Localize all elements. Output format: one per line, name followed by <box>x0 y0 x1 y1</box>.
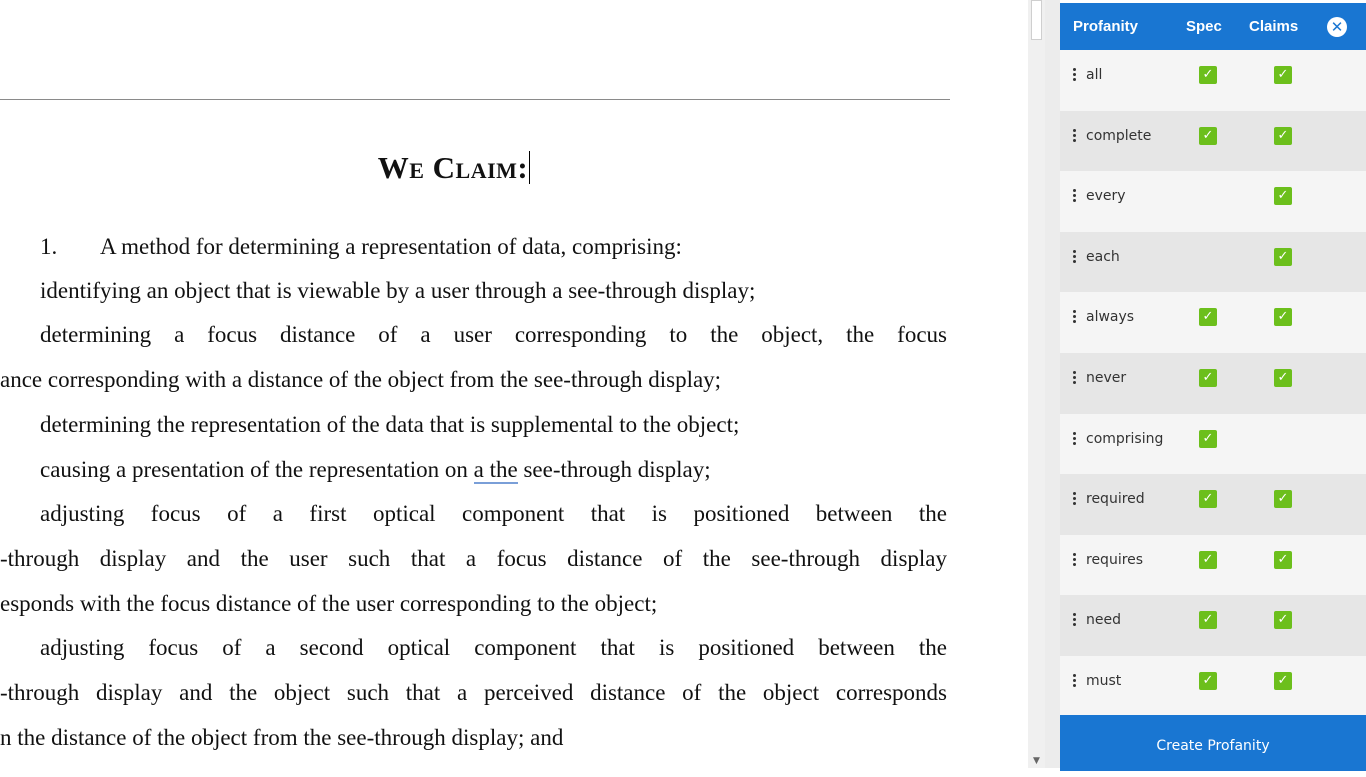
profanity-panel <box>1060 3 1366 768</box>
profanity-word: must <box>1086 672 1122 689</box>
profanity-word: requires <box>1086 551 1144 568</box>
column-header-claims: Claims <box>1249 18 1299 35</box>
drag-handle-icon[interactable] <box>1073 674 1077 689</box>
claim-line: -through display and the object such that a perceived distance of the object corresponds <box>0 680 947 705</box>
claims-checkbox[interactable]: ✓ <box>1274 308 1292 326</box>
grammar-flag[interactable]: a the <box>473 457 518 482</box>
drag-handle-icon[interactable] <box>1073 129 1077 144</box>
claim-line: ance corresponding with a distance of the object from the see-through display; <box>0 367 722 392</box>
claim-line: -through display and the user such that a focus distance of the see-through display <box>0 546 947 571</box>
profanity-row[interactable] <box>1060 414 1366 475</box>
profanity-row[interactable] <box>1060 111 1366 172</box>
text-caret <box>529 151 530 184</box>
profanity-word: always <box>1086 309 1135 326</box>
claim-line: identifying an object that is viewable by a user through a see-through display; <box>40 278 756 303</box>
vertical-scrollbar[interactable] <box>1028 0 1045 768</box>
claim-number: 1. <box>40 234 58 259</box>
column-header-profanity: Profanity <box>1073 18 1139 35</box>
profanity-word: never <box>1086 369 1127 386</box>
panel-gutter <box>1045 0 1060 768</box>
profanity-word: comprising <box>1086 430 1164 447</box>
panel-header <box>1060 3 1366 50</box>
close-icon[interactable]: ✕ <box>1327 17 1347 37</box>
claims-checkbox[interactable]: ✓ <box>1274 187 1292 205</box>
claims-checkbox[interactable]: ✓ <box>1274 551 1292 569</box>
claims-checkbox[interactable]: ✓ <box>1274 490 1292 508</box>
claim-line: determining the representation of the data that is supplemental to the object; <box>40 412 740 437</box>
profanity-word: every <box>1086 188 1126 205</box>
profanity-row[interactable] <box>1060 50 1366 111</box>
spec-checkbox[interactable]: ✓ <box>1199 66 1217 84</box>
drag-handle-icon[interactable] <box>1073 492 1077 507</box>
claims-checkbox[interactable]: ✓ <box>1274 127 1292 145</box>
spec-checkbox[interactable]: ✓ <box>1199 490 1217 508</box>
profanity-row[interactable] <box>1060 474 1366 535</box>
profanity-word: all <box>1086 67 1103 83</box>
drag-handle-icon[interactable] <box>1073 189 1077 204</box>
drag-handle-icon[interactable] <box>1073 553 1077 568</box>
profanity-word: each <box>1086 248 1120 265</box>
profanity-row[interactable] <box>1060 232 1366 293</box>
drag-handle-icon[interactable] <box>1073 68 1077 83</box>
claim-line: A method for determining a representation of data, comprising: <box>100 234 682 259</box>
profanity-row[interactable] <box>1060 656 1366 717</box>
claims-heading: We Claim: <box>377 150 529 185</box>
profanity-row[interactable] <box>1060 353 1366 414</box>
profanity-word: required <box>1086 491 1145 508</box>
spec-checkbox[interactable]: ✓ <box>1199 672 1217 690</box>
profanity-word: complete <box>1086 127 1152 144</box>
claims-checkbox[interactable]: ✓ <box>1274 248 1292 266</box>
claims-checkbox[interactable]: ✓ <box>1274 66 1292 84</box>
scrollbar-thumb[interactable] <box>1031 0 1042 40</box>
spec-checkbox[interactable]: ✓ <box>1199 369 1217 387</box>
drag-handle-icon[interactable] <box>1073 371 1077 386</box>
column-header-spec: Spec <box>1186 18 1222 35</box>
profanity-row[interactable] <box>1060 292 1366 353</box>
drag-handle-icon[interactable] <box>1073 432 1077 447</box>
claims-checkbox[interactable]: ✓ <box>1274 369 1292 387</box>
claims-checkbox[interactable]: ✓ <box>1274 611 1292 629</box>
claim-line: adjusting focus of a second optical component that is positioned between the <box>40 635 947 660</box>
drag-handle-icon[interactable] <box>1073 250 1077 265</box>
profanity-word: need <box>1086 612 1121 629</box>
claims-checkbox[interactable]: ✓ <box>1274 672 1292 690</box>
profanity-row[interactable] <box>1060 595 1366 656</box>
claim-line: determining a focus distance of a user corresponding to the object, the focus <box>40 322 947 347</box>
spec-checkbox[interactable]: ✓ <box>1199 611 1217 629</box>
spec-checkbox[interactable]: ✓ <box>1199 127 1217 145</box>
claim-line: esponds with the focus distance of the user corresponding to the object; <box>0 591 658 616</box>
drag-handle-icon[interactable] <box>1073 310 1077 325</box>
page-divider <box>0 99 950 100</box>
claim-line: n the distance of the object from the see-through display; and <box>0 725 564 750</box>
spec-checkbox[interactable]: ✓ <box>1199 308 1217 326</box>
scroll-down-arrow-icon[interactable]: ▼ <box>1033 756 1040 766</box>
create-profanity-button[interactable]: Create Profanity <box>1060 715 1366 771</box>
profanity-row[interactable] <box>1060 535 1366 596</box>
drag-handle-icon[interactable] <box>1073 613 1077 628</box>
profanity-list <box>1060 50 1366 717</box>
claim-line: adjusting focus of a first optical component that is positioned between the <box>40 501 947 526</box>
spec-checkbox[interactable]: ✓ <box>1199 551 1217 569</box>
spec-checkbox[interactable]: ✓ <box>1199 430 1217 448</box>
profanity-row[interactable] <box>1060 171 1366 232</box>
claim-line: causing a presentation of the representation on a the see-through display; <box>40 457 711 482</box>
